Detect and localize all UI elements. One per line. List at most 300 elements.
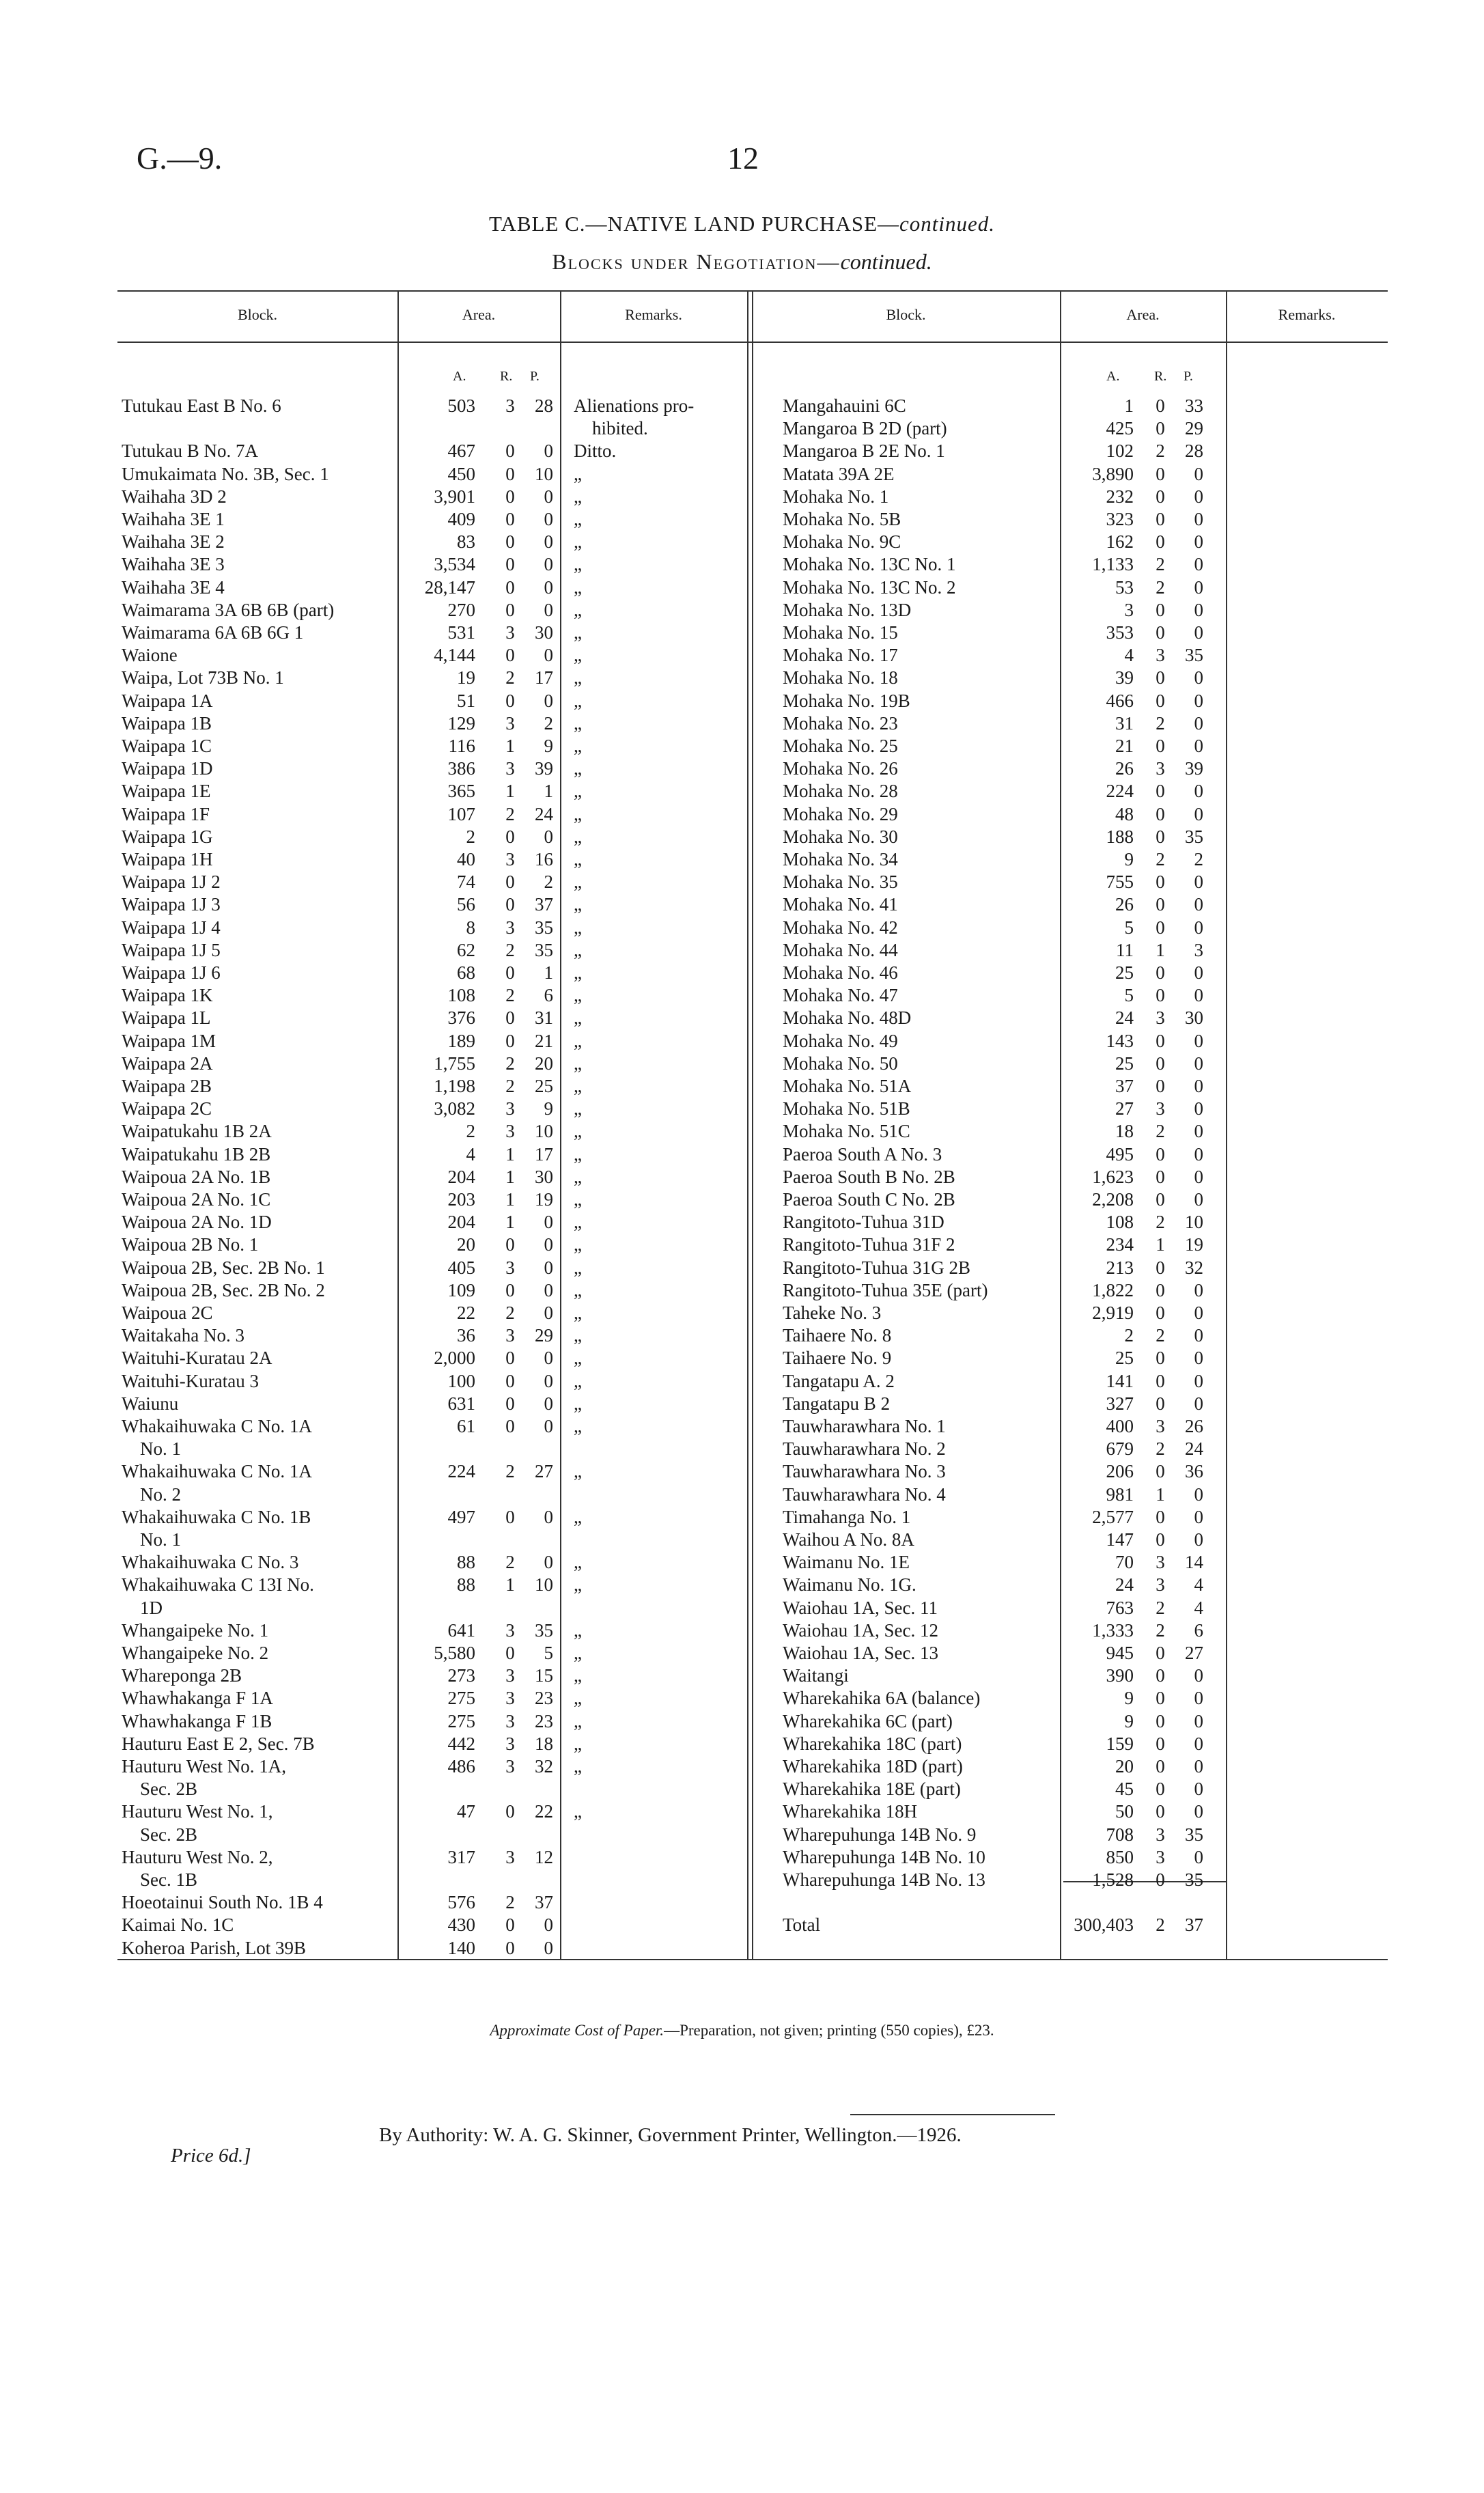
right-roods: 0 [1156,1643,1165,1663]
left-acres: 204 [447,1212,475,1233]
right-block-name: Waiohau 1A, Sec. 11 [783,1597,938,1618]
left-acres: 88 [457,1552,475,1573]
left-remarks: „ [574,1688,582,1709]
right-block-name: Rangitoto-Tuhua 31G 2B [783,1257,971,1278]
right-roods: 0 [1156,1506,1165,1527]
right-roods: 1 [1156,1234,1165,1255]
right-perches: 32 [1185,1257,1203,1278]
left-remarks: „ [574,736,582,756]
right-roods: 0 [1156,531,1165,553]
right-acres: 162 [1106,531,1134,553]
table-subtitle [0,249,1484,275]
left-acres: 270 [447,599,475,620]
left-remarks: „ [574,1189,582,1210]
left-remarks: „ [574,1030,582,1051]
right-roods: 0 [1156,872,1165,893]
left-row [122,1800,747,1823]
right-block-name: Mohaka No. 17 [783,645,898,666]
right-perches: 0 [1194,622,1203,643]
left-acres: 74 [457,872,475,893]
left-row [122,486,747,508]
left-roods: 3 [505,1665,515,1686]
left-roods: 2 [505,939,515,960]
left-block-name: Whangaipeke No. 2 [122,1643,269,1663]
right-perches: 37 [1185,1914,1203,1936]
right-roods: 0 [1156,395,1165,416]
left-roods: 0 [505,576,515,598]
right-perches: 0 [1194,894,1203,915]
left-block-name: Whangaipeke No. 1 [122,1619,269,1641]
right-row [783,893,1227,916]
left-acres: 576 [447,1892,475,1913]
left-acres: 189 [447,1030,475,1051]
right-perches: 0 [1194,486,1203,507]
right-block-name: Tauwharawhara No. 1 [783,1416,946,1436]
left-row [122,1188,747,1211]
printer-authority: By Authority: W. A. G. Skinner, Government Printer, Wellington.—1926. [379,2124,962,2146]
right-roods: 0 [1156,667,1165,688]
left-perches: 0 [544,531,553,553]
left-perches: 0 [544,1393,553,1414]
right-acres: 25 [1115,962,1134,983]
left-block-name: Waimarama 6A 6B 6G 1 [122,622,304,643]
right-row [783,1484,1227,1506]
left-row [122,780,747,803]
left-perches: 31 [535,1007,553,1029]
left-block-name: Kaimai No. 1C [122,1914,234,1936]
right-block-name: Wharekahika 6A (balance) [783,1688,981,1709]
right-row [783,1370,1227,1393]
right-acres: 1 [1124,395,1134,416]
left-block-name: Waihaha 3E 4 [122,576,225,598]
right-roods: 0 [1156,1688,1165,1709]
left-block-name: Waipapa 2A [122,1053,213,1074]
left-roods: 3 [505,1688,515,1709]
left-block-name: Waipapa 1E [122,781,211,802]
right-row [783,1143,1227,1166]
left-roods: 3 [505,622,515,643]
right-roods: 2 [1156,441,1165,462]
left-roods: 3 [505,1710,515,1731]
left-remarks: „ [574,1279,582,1300]
left-perches: 0 [544,486,553,507]
left-perches: 10 [535,1574,553,1596]
left-row [122,531,747,553]
right-acres: 108 [1106,1212,1134,1233]
right-roods: 2 [1156,1597,1165,1618]
right-perches: 0 [1194,962,1203,983]
left-remarks: „ [574,781,582,802]
left-remarks: „ [574,758,582,779]
left-block-name: Waipatukahu 1B 2A [122,1121,272,1142]
right-perches: 0 [1194,576,1203,598]
right-acres: 9 [1124,1688,1134,1709]
left-block-name: Waipapa 1D [122,758,213,779]
right-roods: 0 [1156,1053,1165,1074]
right-row [783,1574,1227,1596]
page-number: 12 [727,141,759,176]
left-acres: 486 [447,1756,475,1777]
left-block-name: Whakaihuwaka C No. 1B [122,1506,311,1527]
left-acres: 275 [447,1688,475,1709]
right-perches: 4 [1194,1574,1203,1596]
cost-of-paper [0,2022,1484,2039]
left-remarks: „ [574,1007,582,1029]
left-block-name: No. 2 [122,1484,181,1505]
left-acres: 140 [447,1937,475,1958]
right-row [783,690,1227,712]
right-roods: 0 [1156,1303,1165,1323]
left-row [122,622,747,644]
right-block-name: Tauwharawhara No. 4 [783,1484,946,1505]
right-roods: 0 [1156,736,1165,756]
left-block-name: Waituhi-Kuratau 2A [122,1348,272,1369]
unit-perches-left: P. [530,369,540,384]
left-perches: 35 [535,1619,553,1641]
right-block-name: Mohaka No. 26 [783,758,898,779]
left-perches: 32 [535,1756,553,1777]
right-acres: 45 [1115,1779,1134,1800]
left-roods: 0 [505,1370,515,1391]
left-acres: 4 [466,1143,475,1165]
left-acres: 5,580 [434,1643,475,1663]
left-perches: 12 [535,1846,553,1867]
left-perches: 15 [535,1665,553,1686]
right-acres: 224 [1106,781,1134,802]
right-row [783,1460,1227,1483]
right-block-name: Mohaka No. 18 [783,667,898,688]
right-roods: 2 [1156,1619,1165,1641]
right-perches: 0 [1194,667,1203,688]
right-acres: 27 [1115,1098,1134,1119]
left-block-name: Waipapa 1L [122,1007,211,1029]
left-remarks: „ [574,1733,582,1754]
right-row [783,1551,1227,1574]
left-roods: 1 [505,736,515,756]
right-block-name: Mohaka No. 42 [783,917,898,938]
right-roods: 3 [1156,758,1165,779]
left-row [122,1166,747,1188]
right-roods: 0 [1156,1166,1165,1187]
left-block-name: Hauturu West No. 1, [122,1801,273,1822]
right-roods: 2 [1156,554,1165,575]
right-block-name: Mohaka No. 51B [783,1098,910,1119]
right-block-name: Waiohau 1A, Sec. 12 [783,1619,939,1641]
left-acres: 3,534 [434,554,475,575]
right-acres: 147 [1106,1529,1134,1550]
right-perches: 0 [1194,1053,1203,1074]
right-roods: 0 [1156,1076,1165,1096]
left-acres: 88 [457,1574,475,1596]
right-row [783,1393,1227,1415]
right-row [783,1166,1227,1188]
left-row [122,1075,747,1098]
left-row [122,1438,747,1460]
right-row [783,1188,1227,1211]
right-roods: 0 [1156,1710,1165,1731]
right-row [783,440,1227,462]
right-block-name: Wharekahika 18E (part) [783,1779,961,1800]
left-row [122,1619,747,1642]
right-acres: 50 [1115,1801,1134,1822]
right-roods: 2 [1156,1121,1165,1142]
left-perches: 2 [544,712,553,734]
right-perches: 0 [1194,1325,1203,1346]
right-perches: 0 [1194,1393,1203,1414]
left-remarks: „ [574,576,582,598]
right-perches: 0 [1194,599,1203,620]
right-row [783,712,1227,735]
right-acres: 327 [1106,1393,1134,1414]
right-row [783,463,1227,486]
table-subtitle-main: Blocks under Negotiation— [552,249,841,274]
left-acres: 2 [466,826,475,847]
left-acres: 19 [457,667,475,688]
left-remarks: „ [574,463,582,484]
left-roods: 2 [505,667,515,688]
right-perches: 0 [1194,1030,1203,1051]
left-acres: 365 [447,781,475,802]
left-block-name: Hauturu West No. 1A, [122,1756,287,1777]
right-roods: 0 [1156,917,1165,938]
right-roods: 0 [1156,1529,1165,1550]
left-acres: 68 [457,962,475,983]
right-acres: 232 [1106,486,1134,507]
right-block-name: Tangatapu A. 2 [783,1370,895,1391]
right-acres: 400 [1106,1416,1134,1436]
left-roods: 2 [505,985,515,1006]
left-acres: 1,755 [434,1053,475,1074]
left-row [122,826,747,848]
left-block-name: Waione [122,645,178,666]
left-acres: 100 [447,1370,475,1391]
right-acres: 26 [1115,758,1134,779]
right-roods: 0 [1156,486,1165,507]
left-roods: 2 [505,1053,515,1074]
right-block-name: Taihaere No. 9 [783,1348,892,1369]
col-head-remarks-left: Remarks. [625,306,682,323]
right-perches: 3 [1194,939,1203,960]
right-block-name: Total [783,1914,821,1936]
left-perches: 20 [535,1053,553,1074]
right-perches: 0 [1194,1846,1203,1867]
left-perches: 0 [544,645,553,666]
right-row [783,1324,1227,1347]
unit-acres-left: A. [453,369,466,384]
left-perches: 9 [544,1098,553,1119]
right-perches: 0 [1194,803,1203,824]
left-acres: 20 [457,1234,475,1255]
left-block-name: Sec. 2B [122,1779,197,1800]
left-block-name: Sec. 2B [122,1824,197,1845]
right-block-name: Wharepuhunga 14B No. 13 [783,1869,985,1890]
left-row [122,871,747,893]
left-row [122,1891,747,1914]
left-block-name: Waihaha 3E 3 [122,554,225,575]
left-perches: 10 [535,463,553,484]
left-row [122,1778,747,1800]
right-acres: 11 [1116,939,1134,960]
left-block-name: Umukaimata No. 3B, Sec. 1 [122,463,329,484]
left-roods: 0 [505,1937,515,1958]
col-head-area-left: Area. [462,306,496,323]
left-block-name: Hauturu West No. 2, [122,1846,273,1867]
left-block-name: Waipoua 2A No. 1B [122,1166,271,1187]
left-remarks: „ [574,1257,582,1278]
left-remarks: „ [574,599,582,620]
left-roods: 0 [505,441,515,462]
right-block-name: Mangahauini 6C [783,395,906,416]
left-block-name: Waipapa 1K [122,985,213,1006]
right-row [783,1438,1227,1460]
right-roods: 0 [1156,1143,1165,1165]
left-block-name: Waimarama 3A 6B 6B (part) [122,599,335,620]
right-acres: 2,577 [1092,1506,1134,1527]
left-perches: 29 [535,1325,553,1346]
right-block-name: Waimanu No. 1G. [783,1574,916,1596]
right-perches: 0 [1194,1506,1203,1527]
right-roods: 3 [1156,1552,1165,1573]
left-roods: 0 [505,1393,515,1414]
right-perches: 0 [1194,1303,1203,1323]
left-perches: 0 [544,1370,553,1391]
right-row [783,1075,1227,1098]
right-block-name: Tauwharawhara No. 3 [783,1461,946,1482]
left-roods: 1 [505,1212,515,1233]
right-row [783,757,1227,780]
left-block-name: Whawhakanga F 1A [122,1688,273,1709]
left-perches: 0 [544,1348,553,1369]
left-perches: 9 [544,736,553,756]
left-acres: 108 [447,985,475,1006]
right-block-name: Mohaka No. 51C [783,1121,910,1142]
right-row [783,644,1227,667]
right-perches: 0 [1194,690,1203,711]
left-block-name: Waipatukahu 1B 2B [122,1143,271,1165]
left-row [122,803,747,826]
right-perches: 0 [1194,1529,1203,1550]
right-block-name: Rangitoto-Tuhua 35E (part) [783,1279,988,1300]
right-row [783,1778,1227,1800]
left-remarks: „ [574,1348,582,1369]
right-row [783,1642,1227,1665]
left-acres: 1,198 [434,1076,475,1096]
right-roods: 0 [1156,1869,1165,1890]
right-perches: 24 [1185,1438,1203,1460]
right-acres: 5 [1124,985,1134,1006]
right-roods: 2 [1156,576,1165,598]
left-acres: 4,144 [434,645,475,666]
right-row [783,576,1227,599]
left-row [122,1506,747,1529]
right-perches: 0 [1194,1733,1203,1754]
right-perches: 29 [1185,418,1203,439]
left-block-name: Waipapa 1G [122,826,213,847]
right-acres: 1,822 [1092,1279,1134,1300]
left-remarks: „ [574,849,582,869]
right-block-name: Mohaka No. 48D [783,1007,912,1029]
right-row [783,1234,1227,1256]
right-acres: 1,333 [1092,1619,1134,1641]
left-remarks: „ [574,1234,582,1255]
left-roods: 3 [505,1098,515,1119]
left-acres: 641 [447,1619,475,1641]
left-roods: 0 [505,645,515,666]
right-acres: 945 [1106,1643,1134,1663]
right-row [783,826,1227,848]
right-roods: 0 [1156,690,1165,711]
left-acres: 450 [447,463,475,484]
right-block-name: Wharekahika 18D (part) [783,1756,963,1777]
right-roods: 3 [1156,645,1165,666]
right-perches: 0 [1194,1279,1203,1300]
right-perches: 35 [1185,1869,1203,1890]
left-block-name: Waipapa 1M [122,1030,216,1051]
right-row [783,939,1227,962]
left-perches: 6 [544,985,553,1006]
right-perches: 14 [1185,1552,1203,1573]
right-acres: 18 [1115,1121,1134,1142]
right-roods: 0 [1156,826,1165,847]
right-roods: 0 [1156,803,1165,824]
left-roods: 2 [505,1461,515,1482]
right-perches: 30 [1185,1007,1203,1029]
left-roods: 3 [505,917,515,938]
left-acres: 275 [447,1710,475,1731]
left-perches: 0 [544,1257,553,1278]
left-acres: 3,082 [434,1098,475,1119]
left-roods: 3 [505,395,515,416]
left-remarks: „ [574,1643,582,1663]
right-roods: 0 [1156,1801,1165,1822]
left-remarks: „ [574,962,582,983]
left-block-name: Waipoua 2B, Sec. 2B No. 1 [122,1257,325,1278]
left-remarks: „ [574,1552,582,1573]
left-remarks: „ [574,1710,582,1731]
footer-rule [850,2114,1055,2115]
left-roods: 0 [505,962,515,983]
left-roods: 0 [505,599,515,620]
right-roods: 0 [1156,1030,1165,1051]
right-row [783,1619,1227,1642]
right-block-name: Mohaka No. 46 [783,962,898,983]
right-row [783,984,1227,1007]
left-block-name: Whakaihuwaka C No. 3 [122,1552,299,1573]
left-roods: 0 [505,1279,515,1300]
left-acres: 467 [447,441,475,462]
left-row [122,1370,747,1393]
right-block-name: Wharekahika 18H [783,1801,918,1822]
left-perches: 39 [535,758,553,779]
left-block-name: Hauturu East E 2, Sec. 7B [122,1733,315,1754]
right-block-name: Paeroa South C No. 2B [783,1189,955,1210]
left-remarks: „ [574,1212,582,1233]
right-row [783,531,1227,553]
right-block-name: Mohaka No. 25 [783,736,898,756]
left-block-name: Waituhi-Kuratau 3 [122,1370,260,1391]
left-remarks: „ [574,939,582,960]
left-row [122,917,747,939]
left-acres: 83 [457,531,475,553]
right-row [783,622,1227,644]
left-acres: 129 [447,712,475,734]
right-block-name: Mohaka No. 29 [783,803,898,824]
right-block-name: Mohaka No. 13C No. 2 [783,576,956,598]
left-block-name: Waihaha 3E 1 [122,509,225,529]
unit-roods-right: R. [1154,369,1167,384]
right-acres: 20 [1115,1756,1134,1777]
left-row [122,848,747,871]
